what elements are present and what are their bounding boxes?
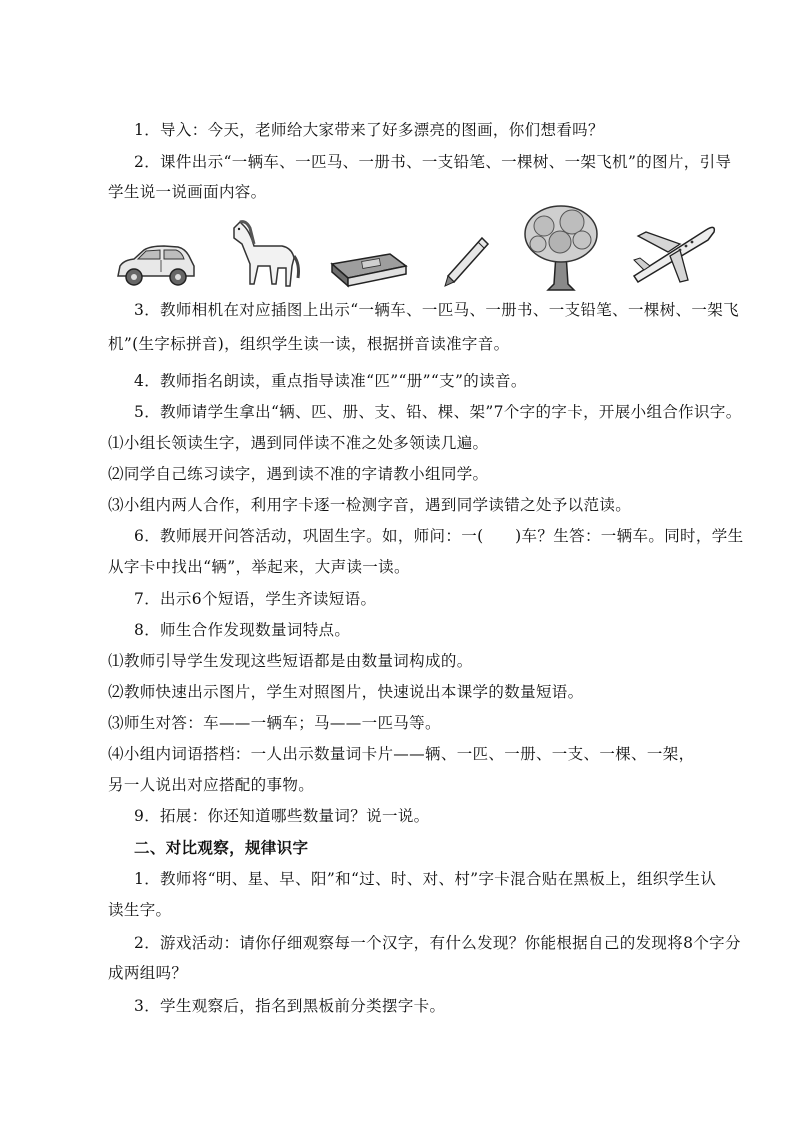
paragraph-7: 7．出示6个短语，学生齐读短语。: [134, 590, 377, 608]
paragraph-8-3: ⑶师生对答：车——一辆车；马——一匹马等。: [108, 714, 441, 732]
paragraph-11: 2．游戏活动：请你仔细观察每一个汉字，有什么发现？你能根据自己的发现将8个字分: [134, 934, 741, 952]
section-heading: 二、对比观察，规律识字: [134, 839, 309, 857]
paragraph-5-1: ⑴小组长领读生字，遇到同伴读不准之处多领读几遍。: [108, 434, 489, 452]
paragraph-1: 1．导入：今天，老师给大家带来了好多漂亮的图画，你们想看吗？: [134, 121, 604, 139]
paragraph-4: 4．教师指名朗读，重点指导读准“匹”“册”“支”的读音。: [134, 372, 527, 390]
car-icon: [114, 242, 198, 290]
airplane-icon: [628, 212, 718, 288]
paragraph-5-3: ⑶小组内两人合作，利用字卡逐一检测字音，遇到同学读错之处予以范读。: [108, 496, 632, 514]
paragraph-5-2: ⑵同学自己练习读字，遇到读不准的字请教小组同学。: [108, 465, 489, 483]
paragraph-3-cont: 机”(生字标拼音)，组织学生读一读，根据拼音读准字音。: [108, 335, 510, 353]
paragraph-6-cont: 从字卡中找出“辆”，举起来，大声读一读。: [108, 558, 410, 576]
horse-icon: [228, 218, 302, 290]
book-icon: [328, 252, 410, 288]
paragraph-5: 5．教师请学生拿出“辆、匹、册、支、铅、棵、架”7个字的字卡，开展小组合作识字。: [134, 403, 742, 421]
paragraph-8: 8．师生合作发现数量词特点。: [134, 621, 351, 639]
illustration-row: [108, 204, 728, 292]
pencil-icon: [442, 234, 492, 290]
paragraph-9: 9．拓展：你还知道哪些数量词？说一说。: [134, 807, 430, 825]
paragraph-8-1: ⑴教师引导学生发现这些短语都是由数量词构成的。: [108, 652, 473, 670]
tree-icon: [522, 204, 600, 292]
paragraph-2: 2．课件出示“一辆车、一匹马、一册书、一支铅笔、一棵树、一架飞机”的图片，引导: [134, 153, 732, 171]
paragraph-3: 3．教师相机在对应插图上出示“一辆车、一匹马、一册书、一支铅笔、一棵树、一架飞: [134, 301, 739, 319]
paragraph-8-2: ⑵教师快速出示图片，学生对照图片，快速说出本课学的数量短语。: [108, 683, 584, 701]
paragraph-11-cont: 成两组吗？: [108, 964, 188, 982]
paragraph-10-cont: 读生字。: [108, 901, 172, 919]
paragraph-8-4: ⑷小组内词语搭档：一人出示数量词卡片——辆、一匹、一册、一支、一棵、一架，: [108, 745, 695, 763]
paragraph-6: 6．教师展开问答活动，巩固生字。如，师问：一( )车？生答：一辆车。同时，学生: [134, 527, 744, 545]
paragraph-12: 3．学生观察后，指名到黑板前分类摆字卡。: [134, 997, 446, 1015]
paragraph-8-4-cont: 另一人说出对应搭配的事物。: [108, 776, 315, 794]
paragraph-2-cont: 学生说一说画面内容。: [108, 183, 267, 201]
paragraph-10: 1．教师将“明、星、早、阳”和“过、时、对、村”字卡混合贴在黑板上，组织学生认: [134, 870, 717, 888]
